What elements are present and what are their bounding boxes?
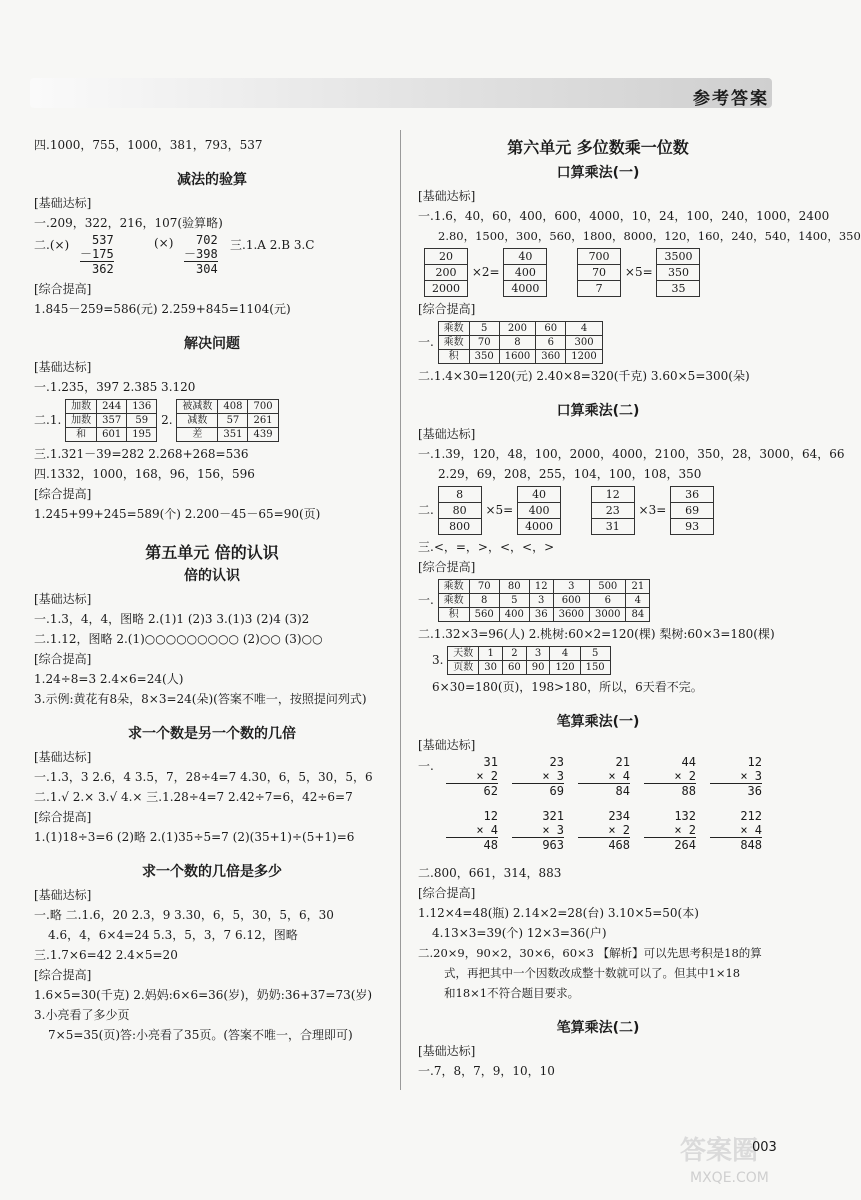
answer-line: 一.略 二.1.6，20 2.3，9 3.30，6，5，30，5，6，30 [34,908,334,922]
operator-text: ×5= [624,265,653,279]
answer-line: 二.1.32×3=96(人) 2.桃树:60×2=120(棵) 梨树:60×3=180(棵) [418,627,775,641]
table-cell: 2 [503,647,527,661]
table-cell: 60 [503,661,527,675]
table-row-group [432,646,778,675]
watermark-url: MXQE.COM [690,1170,769,1186]
calc-result: 963 [512,837,564,852]
table-row [671,503,714,519]
table-cell: 93 [671,519,714,535]
calc-result: 362 [80,261,114,276]
calc-result: 304 [184,261,218,276]
table-row [518,503,561,519]
table-cell: 400 [518,503,561,519]
answer-line: 一.1.235，397 2.385 3.120 [34,380,196,394]
answer-line: 一.1.6，40，60，400，600，4000，10，24，100，240，1000，2400 [418,209,830,223]
table-row [448,647,610,661]
table-cell: 120 [550,661,580,675]
table-cell: 500 [590,580,626,594]
answer-line: 一.209，322，216，107(验算略) [34,216,223,230]
number-box [438,486,482,535]
table-row [518,519,561,535]
table-row [671,519,714,535]
table-cell: 601 [97,428,127,442]
answer-prefix: 一. [418,335,434,349]
number-box [670,486,714,535]
answer-line: 1.12×4=48(瓶) 2.14×2=28(台) 3.10×5=50(本) [418,906,699,920]
table-row-group [418,321,778,364]
table-cell: 357 [97,414,127,428]
table-cell: 400 [504,265,547,281]
number-box [503,248,547,297]
table-row [578,281,621,297]
tag-basic: [基础达标] [418,427,476,441]
vertical-calc [578,755,630,798]
tag-comprehensive: [综合提高] [418,302,476,316]
table-cell: 60 [536,322,566,336]
answer-line: 7×5=35(页)答:小亮看了35页。(答案不唯一，合理即可) [48,1028,353,1042]
table-cell: 36 [671,487,714,503]
answer-line: 1.845－259=586(元) 2.259+845=1104(元) [34,302,291,316]
table-cell: 12 [591,487,634,503]
table-row [591,487,634,503]
table-row [657,249,700,265]
answer-table [176,399,278,442]
answer-table [65,399,157,442]
table-cell: 408 [218,400,248,414]
box-calc-row [418,486,778,535]
calc-operand: × 3 [542,823,564,837]
table-row [448,661,610,675]
box-calc-row [418,248,778,297]
calc-result: 88 [644,783,696,798]
operator-text: ×5= [485,503,514,517]
table-cell: 23 [591,503,634,519]
table-cell: 90 [526,661,550,675]
table-row-group [34,399,390,442]
table-row [504,265,547,281]
answer-prefix: 一. [418,759,434,773]
answer-prefix: 二. [418,503,434,517]
table-cell: 59 [127,414,157,428]
number-box [656,248,700,297]
calc-result: 84 [578,783,630,798]
tag-basic: [基础达标] [34,196,92,210]
page-title: 参考答案 [693,89,769,109]
table-cell: 21 [626,580,650,594]
calc-result: 848 [710,837,762,852]
calc-top: 537 [92,233,114,247]
section-title: 倍的认识 [184,568,240,584]
table-row [66,400,157,414]
answer-line: 和18×1不符合题目要求。 [444,986,580,1000]
page-number: 003 [752,1140,777,1155]
vertical-calc [578,809,630,852]
answer-line: 四.1000，755，1000，381，793，537 [34,138,263,152]
table-cell: 300 [566,336,602,350]
calc-operand: 12 [483,809,498,823]
number-box [577,248,621,297]
table-cell: 70 [469,580,499,594]
tag-comprehensive: [综合提高] [418,560,476,574]
section-title: 求一个数的几倍是多少 [142,864,282,880]
table-cell: 1200 [566,350,602,364]
table-cell: 36 [529,608,553,622]
calc-result: 62 [446,783,498,798]
vertical-calc [512,755,564,798]
section-title: 笔算乘法(二) [556,1020,640,1036]
table-cell: 被减数 [177,400,218,414]
calc-operand: × 3 [740,769,762,783]
answer-line: 1.245+99+245=589(个) 2.200－45－65=90(页) [34,507,321,521]
answer-line: 一.1.39，120，48，100，2000，4000，2100，350，28，3000，64，66 [418,447,845,461]
table-row [438,608,650,622]
table-row [438,322,602,336]
table-cell: 3 [529,594,553,608]
right-column [418,135,861,1081]
table-cell: 69 [671,503,714,519]
number-box [424,248,468,297]
watermark-logo: 答案圈 [680,1136,759,1166]
answer-prefix: 2. [161,413,173,427]
vertical-calc [80,233,114,276]
table-cell: 360 [536,350,566,364]
table-cell: 70 [578,265,621,281]
table-row [518,487,561,503]
table-cell: 80 [499,580,529,594]
table-cell: 积 [438,350,469,364]
number-box [517,486,561,535]
table-cell: 35 [657,281,700,297]
tag-basic: [基础达标] [418,738,476,752]
table-row [578,265,621,281]
calc-mid: －398 [184,247,218,261]
table-row [425,281,468,297]
table-cell: 600 [553,594,589,608]
answer-line: 4.13×3=39(个) 12×3=36(户) [432,926,607,940]
calc-operand: 321 [542,809,564,823]
answer-line: 2.80，1500，300，560，1800，8000，120，160，240，540，1400，350 [438,229,861,243]
answer-line: 四.1332，1000，168，96，156，596 [34,467,255,481]
table-cell: 2000 [425,281,468,297]
operator-text: ×3= [638,503,667,517]
calc-operand: × 2 [674,823,696,837]
table-cell: 4000 [504,281,547,297]
table-cell: 400 [499,608,529,622]
calc-operand: 132 [674,809,696,823]
table-cell: 3000 [590,608,626,622]
calc-operand: 234 [608,809,630,823]
answer-line: 4.6，4，6×4=24 5.3，5，3，7 6.12，图略 [48,928,298,942]
calc-operand: 31 [483,755,498,769]
tag-basic: [基础达标] [418,1044,476,1058]
table-cell: 8 [469,594,499,608]
table-cell: 31 [591,519,634,535]
calc-row [446,755,776,798]
tag-basic: [基础达标] [34,360,92,374]
calc-operand: 12 [747,755,762,769]
table-cell: 350 [469,350,499,364]
section-title: 笔算乘法(一) [556,714,640,730]
calc-mid: －175 [80,247,114,261]
table-row [438,580,650,594]
answer-prefix: 二.1. [34,413,62,427]
table-cell: 261 [248,414,278,428]
number-box [591,486,635,535]
calc-operand: × 4 [476,823,498,837]
answer-line: 三.1.7×6=42 2.4×5=20 [34,948,178,962]
table-cell: 差 [177,428,218,442]
table-cell: 12 [529,580,553,594]
tag-comprehensive: [综合提高] [34,968,92,982]
tag-comprehensive: [综合提高] [34,810,92,824]
table-row [591,503,634,519]
table-cell: 加数 [66,414,97,428]
vertical-calc [710,809,762,852]
section-title: 口算乘法(二) [556,403,640,419]
table-cell: 5 [499,594,529,608]
calc-prefix: (×) [154,236,174,250]
table-cell: 乘数 [438,594,469,608]
table-row-group [418,579,778,622]
table-cell: 页数 [448,661,479,675]
table-cell: 150 [580,661,610,675]
vertical-calc [644,809,696,852]
table-row [177,414,278,428]
table-cell: 80 [438,503,481,519]
calc-operand: × 3 [542,769,564,783]
answer-table [438,579,651,622]
table-cell: 3 [553,580,589,594]
calc-operand: × 2 [674,769,696,783]
table-row [66,414,157,428]
table-cell: 1 [479,647,503,661]
table-cell: 4 [550,647,580,661]
table-row [438,519,481,535]
answer-line: 式，再把其中一个因数改成整十数就可以了。但其中1×18 [444,966,741,980]
table-row [438,336,602,350]
table-row [425,249,468,265]
vertical-calc-grid [418,755,778,863]
table-row [438,503,481,519]
table-cell: 4 [626,594,650,608]
answer-line: 3.示例:黄花有8朵，8×3=24(朵)(答案不唯一，按照提问列式) [34,692,367,706]
answer-line: 1.6×5=30(千克) 2.妈妈:6×6=36(岁)，奶奶:36+37=73(岁) [34,988,373,1002]
table-cell: 350 [657,265,700,281]
operator-text: ×2= [471,265,500,279]
table-row [438,487,481,503]
vertical-calc [512,809,564,852]
answer-table [438,321,603,364]
answer-line: 一.7，8，7，9，10，10 [418,1064,555,1078]
table-row [504,281,547,297]
table-cell: 乘数 [438,322,469,336]
table-cell: 乘数 [438,580,469,594]
table-cell: 57 [218,414,248,428]
table-cell: 70 [469,336,499,350]
answer-line: 三.1.A 2.B 3.C [230,238,315,252]
tag-basic: [基础达标] [418,189,476,203]
table-cell: 439 [248,428,278,442]
section-title: 求一个数是另一个数的几倍 [128,726,296,742]
table-row [177,400,278,414]
answer-line: 一.1.3，3 2.6，4 3.5，7，28÷4=7 4.30，6，5，30，5，6 [34,770,373,784]
unit-title: 第五单元 倍的认识 [145,543,279,562]
calc-top: 702 [196,233,218,247]
table-cell: 和 [66,428,97,442]
table-cell: 700 [248,400,278,414]
calc-operand: × 4 [740,823,762,837]
table-cell: 40 [518,487,561,503]
section-title: 口算乘法(一) [556,165,640,181]
table-cell: 700 [578,249,621,265]
left-column [34,135,390,1045]
answer-line: 1.24÷8=3 2.4×6=24(人) [34,672,184,686]
table-cell: 加数 [66,400,97,414]
answer-prefix: 一. [418,593,434,607]
calc-operand: 44 [681,755,696,769]
header-banner [30,78,772,108]
table-cell: 200 [425,265,468,281]
tag-basic: [基础达标] [34,592,92,606]
answer-line: 一.1.3，4，4，图略 2.(1)1 (2)3 3.(1)3 (2)4 (3)2 [34,612,310,626]
column-divider [400,130,401,1090]
table-cell: 40 [504,249,547,265]
table-cell: 800 [438,519,481,535]
table-cell: 244 [97,400,127,414]
calc-row [446,809,776,852]
answer-line: 1.(1)18÷3=6 (2)略 2.(1)35÷5=7 (2)(35+1)÷(5+1)=6 [34,830,355,844]
answer-line: 二.1.√ 2.× 3.√ 4.× 三.1.28÷4=7 2.42÷7=6，42÷6=7 [34,790,353,804]
table-cell: 3600 [553,608,589,622]
table-cell: 6 [536,336,566,350]
table-cell: 乘数 [438,336,469,350]
table-cell: 560 [469,608,499,622]
calc-operand: 212 [740,809,762,823]
calc-result: 48 [446,837,498,852]
tag-comprehensive: [综合提高] [34,487,92,501]
calc-operand: × 2 [608,823,630,837]
vertical-calc [446,755,498,798]
calc-prefix: 二.(×) [34,238,70,252]
answer-line: 2.29，69，208，255，104，100，108，350 [438,467,702,481]
answer-line: 二.1.4×30=120(元) 2.40×8=320(千克) 3.60×5=300(朵) [418,369,750,383]
table-cell: 8 [499,336,535,350]
calc-result: 69 [512,783,564,798]
table-cell: 195 [127,428,157,442]
answer-line: 三.1.321－39=282 2.268+268=536 [34,447,249,461]
vertical-calc-row [34,233,390,279]
vertical-calc [644,755,696,798]
calc-operand: 21 [615,755,630,769]
answer-line: 6×30=180(页)，198>180，所以，6天看不完。 [432,680,703,694]
table-cell: 30 [479,661,503,675]
table-cell: 200 [499,322,535,336]
table-row [66,428,157,442]
table-row [438,594,650,608]
table-cell: 减数 [177,414,218,428]
vertical-calc [184,233,218,276]
table-cell: 84 [626,608,650,622]
calc-result: 264 [644,837,696,852]
answer-table [447,646,610,675]
table-row [177,428,278,442]
table-row [657,265,700,281]
tag-basic: [基础达标] [34,750,92,764]
table-cell: 7 [578,281,621,297]
tag-comprehensive: [综合提高] [418,886,476,900]
table-row [578,249,621,265]
table-cell: 351 [218,428,248,442]
calc-operand: × 2 [476,769,498,783]
table-cell: 1600 [499,350,535,364]
table-cell: 6 [590,594,626,608]
calc-operand: × 4 [608,769,630,783]
calc-result: 468 [578,837,630,852]
answer-line: 二.20×9，90×2，30×6，60×3 【解析】可以先思考积是18的算 [418,946,762,960]
tag-basic: [基础达标] [34,888,92,902]
table-cell: 8 [438,487,481,503]
table-cell: 积 [438,608,469,622]
vertical-calc [710,755,762,798]
vertical-calc [446,809,498,852]
tag-comprehensive: [综合提高] [34,282,92,296]
table-row [438,350,602,364]
table-cell: 5 [580,647,610,661]
answer-line: 3.小亮看了多少页 [34,1008,130,1022]
section-title: 减法的验算 [177,172,247,188]
table-cell: 20 [425,249,468,265]
table-cell: 5 [469,322,499,336]
table-cell: 天数 [448,647,479,661]
calc-operand: 23 [549,755,564,769]
tag-comprehensive: [综合提高] [34,652,92,666]
table-cell: 4000 [518,519,561,535]
calc-result: 36 [710,783,762,798]
section-title: 解决问题 [184,336,240,352]
answer-line: 二.1.12，图略 2.(1)○○○○○○○○○ (2)○○ (3)○○ [34,632,323,646]
unit-title: 第六单元 多位数乘一位数 [507,138,689,157]
table-cell: 136 [127,400,157,414]
table-cell: 3 [526,647,550,661]
table-cell: 3500 [657,249,700,265]
table-row [504,249,547,265]
table-row [657,281,700,297]
answer-line: 二.800，661，314，883 [418,866,562,880]
table-cell: 4 [566,322,602,336]
table-row [591,519,634,535]
table-row [671,487,714,503]
answer-line: 三.<，=，>，<，<，> [418,540,555,554]
table-row [425,265,468,281]
answer-prefix: 3. [432,653,444,667]
